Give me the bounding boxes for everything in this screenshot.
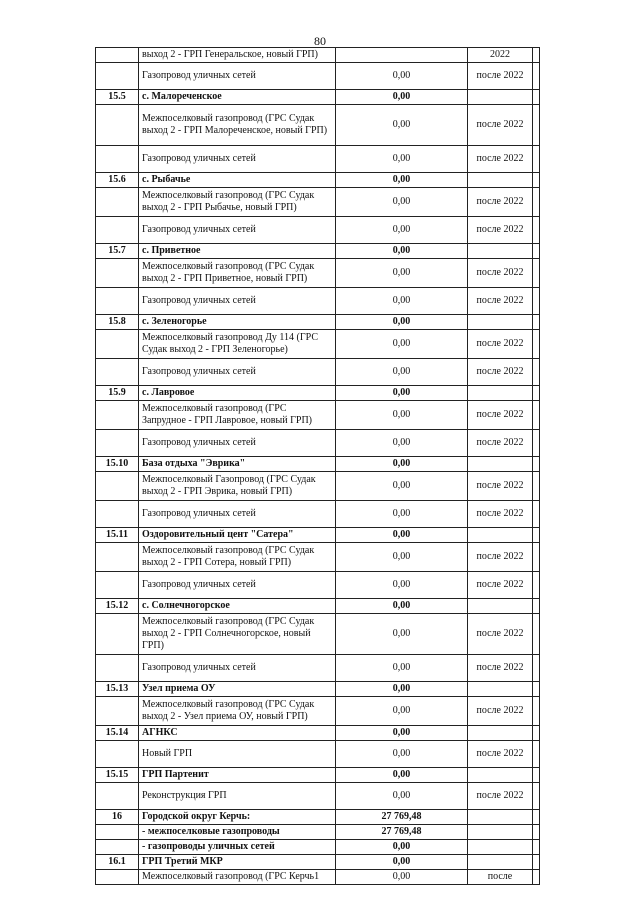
row-empty-cell (533, 472, 540, 501)
row-number-cell (96, 217, 139, 244)
row-name-cell: с. Лавровое (139, 386, 336, 401)
row-number-cell (96, 288, 139, 315)
row-value-cell: 0,00 (336, 259, 468, 288)
table-row (96, 244, 540, 259)
row-year-cell (468, 244, 533, 259)
row-name-cell: Реконструкция ГРП (139, 783, 336, 810)
row-value-cell: 0,00 (336, 315, 468, 330)
table-row (96, 173, 540, 188)
row-year-cell: после 2022 (468, 472, 533, 501)
row-year-cell: после 2022 (468, 401, 533, 430)
table-row (96, 810, 540, 825)
row-year-cell (468, 173, 533, 188)
row-value-cell: 0,00 (336, 768, 468, 783)
row-empty-cell (533, 697, 540, 726)
table-row (96, 146, 540, 173)
row-year-cell (468, 855, 533, 870)
row-number-cell (96, 146, 139, 173)
row-value-cell: 0,00 (336, 146, 468, 173)
row-value-cell: 0,00 (336, 401, 468, 430)
row-name-cell: Узел приема ОУ (139, 682, 336, 697)
row-empty-cell (533, 105, 540, 146)
row-year-cell: после (468, 870, 533, 885)
row-value-cell: 0,00 (336, 726, 468, 741)
table-row (96, 825, 540, 840)
row-year-cell (468, 386, 533, 401)
row-year-cell: после 2022 (468, 430, 533, 457)
table-row (96, 614, 540, 655)
row-year-cell: после 2022 (468, 501, 533, 528)
row-name-cell: Межпоселковый газопровод (ГРС Судак выход 2 - ГРП Сотера, новый ГРП) (139, 543, 336, 572)
row-value-cell: 0,00 (336, 386, 468, 401)
row-empty-cell (533, 741, 540, 768)
row-value-cell: 0,00 (336, 472, 468, 501)
row-name-cell: с. Зеленогорье (139, 315, 336, 330)
row-number-cell (96, 870, 139, 885)
table-row (96, 682, 540, 697)
row-empty-cell (533, 543, 540, 572)
row-empty-cell (533, 572, 540, 599)
table-row (96, 105, 540, 146)
row-number-cell: 15.11 (96, 528, 139, 543)
row-empty-cell (533, 457, 540, 472)
row-year-cell: после 2022 (468, 188, 533, 217)
row-number-cell (96, 259, 139, 288)
table-row (96, 330, 540, 359)
row-number-cell: 15.14 (96, 726, 139, 741)
row-year-cell (468, 726, 533, 741)
row-name-cell: ГРП Третий МКР (139, 855, 336, 870)
row-value-cell: 0,00 (336, 697, 468, 726)
row-value-cell: 0,00 (336, 188, 468, 217)
row-empty-cell (533, 768, 540, 783)
row-empty-cell (533, 217, 540, 244)
row-name-cell: с. Малореченское (139, 90, 336, 105)
row-number-cell (96, 330, 139, 359)
row-year-cell: после 2022 (468, 572, 533, 599)
row-empty-cell (533, 783, 540, 810)
row-name-cell: Газопровод уличных сетей (139, 217, 336, 244)
table-row (96, 472, 540, 501)
row-year-cell: после 2022 (468, 741, 533, 768)
row-number-cell (96, 359, 139, 386)
row-number-cell (96, 63, 139, 90)
row-number-cell: 15.8 (96, 315, 139, 330)
row-name-cell: Оздоровительный цент "Сатера" (139, 528, 336, 543)
row-value-cell: 0,00 (336, 90, 468, 105)
row-number-cell (96, 614, 139, 655)
row-name-cell: Межпоселковый газопровод (ГРС Судак выход 2 - Узел приема ОУ, новый ГРП) (139, 697, 336, 726)
row-empty-cell (533, 870, 540, 885)
row-year-cell: 2022 (468, 48, 533, 63)
row-empty-cell (533, 315, 540, 330)
row-name-cell: Газопровод уличных сетей (139, 572, 336, 599)
row-value-cell: 0,00 (336, 599, 468, 614)
row-empty-cell (533, 840, 540, 855)
row-year-cell (468, 825, 533, 840)
row-year-cell: после 2022 (468, 655, 533, 682)
row-name-cell: Газопровод уличных сетей (139, 146, 336, 173)
row-name-cell: Газопровод уличных сетей (139, 501, 336, 528)
row-name-cell: Межпоселковый Газопровод (ГРС Судак выход 2 - ГРП Эврика, новый ГРП) (139, 472, 336, 501)
row-year-cell (468, 682, 533, 697)
row-name-cell: Газопровод уличных сетей (139, 288, 336, 315)
table-row (96, 599, 540, 614)
row-value-cell: 0,00 (336, 528, 468, 543)
row-value-cell: 0,00 (336, 63, 468, 90)
row-number-cell: 15.9 (96, 386, 139, 401)
row-year-cell (468, 90, 533, 105)
row-number-cell: 16 (96, 810, 139, 825)
table-row (96, 840, 540, 855)
row-number-cell (96, 655, 139, 682)
row-number-cell (96, 188, 139, 217)
row-number-cell (96, 783, 139, 810)
table-row (96, 768, 540, 783)
row-year-cell: после 2022 (468, 697, 533, 726)
row-number-cell (96, 472, 139, 501)
row-empty-cell (533, 614, 540, 655)
row-year-cell: после 2022 (468, 259, 533, 288)
row-empty-cell (533, 825, 540, 840)
table-row (96, 288, 540, 315)
row-number-cell: 15.7 (96, 244, 139, 259)
row-name-cell: База отдыха "Эврика" (139, 457, 336, 472)
row-name-cell: выход 2 - ГРП Генеральское, новый ГРП) (139, 48, 336, 63)
row-value-cell: 0,00 (336, 655, 468, 682)
row-year-cell: после 2022 (468, 288, 533, 315)
table-row (96, 430, 540, 457)
row-year-cell: после 2022 (468, 63, 533, 90)
row-empty-cell (533, 146, 540, 173)
row-year-cell: после 2022 (468, 217, 533, 244)
row-name-cell: с. Рыбачье (139, 173, 336, 188)
row-name-cell: АГНКС (139, 726, 336, 741)
row-value-cell: 0,00 (336, 501, 468, 528)
row-empty-cell (533, 401, 540, 430)
row-number-cell (96, 572, 139, 599)
row-number-cell: 15.6 (96, 173, 139, 188)
row-empty-cell (533, 288, 540, 315)
row-empty-cell (533, 855, 540, 870)
row-empty-cell (533, 188, 540, 217)
row-name-cell: - газопроводы уличных сетей (139, 840, 336, 855)
row-name-cell: - межпоселковые газопроводы (139, 825, 336, 840)
row-number-cell (96, 430, 139, 457)
row-number-cell (96, 825, 139, 840)
row-empty-cell (533, 386, 540, 401)
table-row (96, 386, 540, 401)
row-value-cell: 0,00 (336, 783, 468, 810)
table-row (96, 870, 540, 885)
row-name-cell: Городской округ Керчь: (139, 810, 336, 825)
row-value-cell: 0,00 (336, 682, 468, 697)
row-name-cell: Газопровод уличных сетей (139, 63, 336, 90)
row-year-cell (468, 528, 533, 543)
row-empty-cell (533, 173, 540, 188)
table-row (96, 259, 540, 288)
row-year-cell (468, 810, 533, 825)
row-empty-cell (533, 259, 540, 288)
row-year-cell: после 2022 (468, 330, 533, 359)
row-empty-cell (533, 655, 540, 682)
row-empty-cell (533, 682, 540, 697)
table-row (96, 655, 540, 682)
row-number-cell (96, 697, 139, 726)
row-number-cell (96, 401, 139, 430)
row-number-cell (96, 105, 139, 146)
row-value-cell: 0,00 (336, 855, 468, 870)
row-number-cell: 15.15 (96, 768, 139, 783)
row-name-cell: Газопровод уличных сетей (139, 655, 336, 682)
row-number-cell (96, 48, 139, 63)
row-empty-cell (533, 359, 540, 386)
row-empty-cell (533, 810, 540, 825)
row-value-cell: 0,00 (336, 244, 468, 259)
row-number-cell: 16.1 (96, 855, 139, 870)
row-year-cell (468, 768, 533, 783)
row-empty-cell (533, 599, 540, 614)
row-number-cell: 15.10 (96, 457, 139, 472)
row-year-cell: после 2022 (468, 359, 533, 386)
row-name-cell: Межпоселковый газопровод (ГРС Судак выход 2 - ГРП Малореченское, новый ГРП) (139, 105, 336, 146)
row-year-cell: после 2022 (468, 105, 533, 146)
row-number-cell (96, 741, 139, 768)
row-empty-cell (533, 330, 540, 359)
row-name-cell: Межпоселковый газопровод (ГРС Судак выход 2 - ГРП Рыбачье, новый ГРП) (139, 188, 336, 217)
row-name-cell: с. Солнечногорское (139, 599, 336, 614)
row-name-cell: Межпоселковый газопровод (ГРС Запрудное - ГРП Лавровое, новый ГРП) (139, 401, 336, 430)
row-empty-cell (533, 726, 540, 741)
row-year-cell (468, 840, 533, 855)
table-row (96, 188, 540, 217)
row-value-cell: 0,00 (336, 572, 468, 599)
table-row (96, 528, 540, 543)
row-name-cell: Межпоселковый газопровод (ГРС Судак выход 2 - ГРП Приветное, новый ГРП) (139, 259, 336, 288)
row-empty-cell (533, 63, 540, 90)
row-empty-cell (533, 528, 540, 543)
table-row (96, 501, 540, 528)
table-row (96, 90, 540, 105)
row-name-cell: Межпоселковый газопровод (ГРС Судак выход 2 - ГРП Солнечногорское, новый ГРП) (139, 614, 336, 655)
row-value-cell: 0,00 (336, 217, 468, 244)
table-row (96, 457, 540, 472)
table-row (96, 741, 540, 768)
table-row (96, 401, 540, 430)
row-empty-cell (533, 501, 540, 528)
table-row (96, 726, 540, 741)
row-value-cell: 0,00 (336, 614, 468, 655)
table-row (96, 63, 540, 90)
row-value-cell: 27 769,48 (336, 810, 468, 825)
row-number-cell (96, 501, 139, 528)
row-value-cell: 0,00 (336, 330, 468, 359)
row-value-cell: 0,00 (336, 543, 468, 572)
row-name-cell: Газопровод уличных сетей (139, 359, 336, 386)
row-empty-cell (533, 48, 540, 63)
row-year-cell (468, 457, 533, 472)
row-value-cell: 0,00 (336, 105, 468, 146)
row-value-cell (336, 48, 468, 63)
page-number: 80 (314, 34, 326, 48)
row-value-cell: 0,00 (336, 430, 468, 457)
table-row (96, 217, 540, 244)
table-row (96, 359, 540, 386)
row-empty-cell (533, 244, 540, 259)
row-number-cell: 15.13 (96, 682, 139, 697)
row-number-cell (96, 840, 139, 855)
table-row (96, 783, 540, 810)
table-row (96, 315, 540, 330)
table-row (96, 572, 540, 599)
row-value-cell: 0,00 (336, 359, 468, 386)
table-row (96, 855, 540, 870)
row-value-cell: 0,00 (336, 870, 468, 885)
row-year-cell: после 2022 (468, 146, 533, 173)
row-name-cell: Межпоселковый газопровод Ду 114 (ГРС Судак выход 2 - ГРП Зеленогорье) (139, 330, 336, 359)
row-value-cell: 0,00 (336, 457, 468, 472)
row-value-cell: 27 769,48 (336, 825, 468, 840)
row-name-cell: Газопровод уличных сетей (139, 430, 336, 457)
row-year-cell: после 2022 (468, 614, 533, 655)
row-year-cell: после 2022 (468, 543, 533, 572)
table-row (96, 48, 540, 63)
row-year-cell: после 2022 (468, 783, 533, 810)
row-name-cell: Межпоселковый газопровод (ГРС Керчь1 (139, 870, 336, 885)
row-value-cell: 0,00 (336, 840, 468, 855)
row-empty-cell (533, 430, 540, 457)
row-year-cell (468, 315, 533, 330)
gas-pipeline-table (95, 47, 540, 885)
table-row (96, 543, 540, 572)
row-empty-cell (533, 90, 540, 105)
table-row (96, 697, 540, 726)
row-number-cell: 15.12 (96, 599, 139, 614)
row-value-cell: 0,00 (336, 288, 468, 315)
row-number-cell (96, 543, 139, 572)
row-name-cell: ГРП Партенит (139, 768, 336, 783)
row-name-cell: с. Приветное (139, 244, 336, 259)
row-value-cell: 0,00 (336, 173, 468, 188)
row-name-cell: Новый ГРП (139, 741, 336, 768)
row-value-cell: 0,00 (336, 741, 468, 768)
row-number-cell: 15.5 (96, 90, 139, 105)
row-year-cell (468, 599, 533, 614)
